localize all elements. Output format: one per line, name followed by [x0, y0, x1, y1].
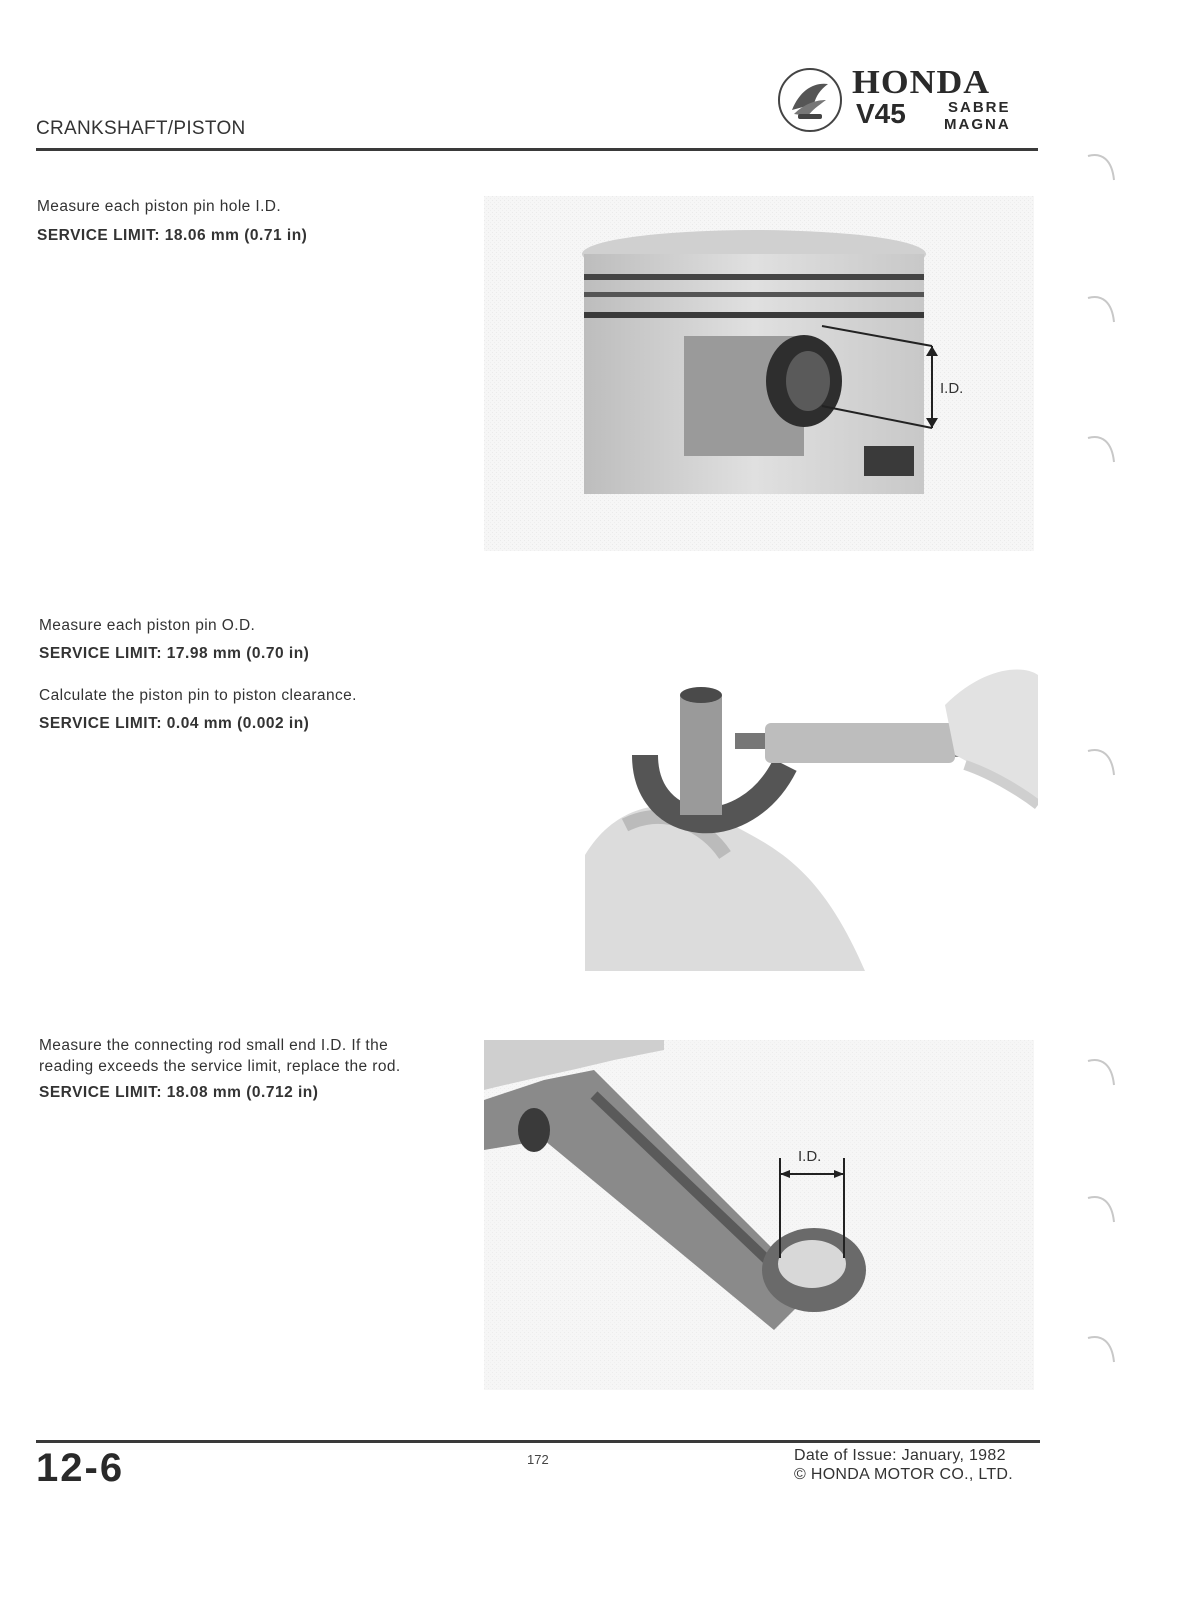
model-variant-1: SABRE	[948, 99, 1011, 116]
punch-hole-icon	[1084, 150, 1118, 190]
service-limit: SERVICE LIMIT: 18.08 mm (0.712 in)	[39, 1084, 319, 1101]
section-title: CRANKSHAFT/PISTON	[36, 118, 246, 139]
page-index: 172	[527, 1452, 549, 1467]
id-callout: I.D.	[940, 380, 964, 397]
micrometer-photo	[585, 655, 1038, 971]
page-number: 12-6	[36, 1446, 125, 1490]
id-callout: I.D.	[798, 1148, 822, 1165]
issue-date	[794, 1446, 1013, 1484]
punch-hole-icon	[1084, 1192, 1118, 1232]
instruction-text: Measure each piston pin O.D.	[39, 617, 256, 634]
piston-photo	[484, 196, 1034, 551]
instruction-text: reading exceeds the service limit, replace the rod.	[39, 1058, 401, 1075]
instruction-text: Measure each piston pin hole I.D.	[37, 198, 282, 215]
punch-hole-icon	[1084, 1332, 1118, 1372]
service-limit: SERVICE LIMIT: 0.04 mm (0.002 in)	[39, 715, 310, 732]
issue-date-text: Date of Issue: January, 1982	[794, 1447, 1006, 1464]
punch-hole-icon	[1084, 292, 1118, 332]
connecting-rod-photo	[484, 1040, 1034, 1390]
punch-hole-icon	[1084, 745, 1118, 785]
instruction-text: Calculate the piston pin to piston clearance.	[39, 687, 357, 704]
instruction-text: Measure the connecting rod small end I.D. If the	[39, 1037, 389, 1054]
footer-rule	[36, 1440, 1040, 1443]
service-limit: SERVICE LIMIT: 18.06 mm (0.71 in)	[37, 227, 308, 244]
header-rule	[36, 148, 1038, 151]
service-limit: SERVICE LIMIT: 17.98 mm (0.70 in)	[39, 645, 310, 662]
punch-hole-icon	[1084, 432, 1118, 472]
punch-hole-icon	[1084, 1055, 1118, 1095]
model-variant-2: MAGNA	[944, 116, 1011, 133]
honda-wing-emblem-icon	[778, 68, 842, 132]
brand-name: HONDA	[852, 64, 991, 101]
copyright-text: © HONDA MOTOR CO., LTD.	[794, 1466, 1014, 1483]
model-name: V45	[856, 98, 906, 129]
